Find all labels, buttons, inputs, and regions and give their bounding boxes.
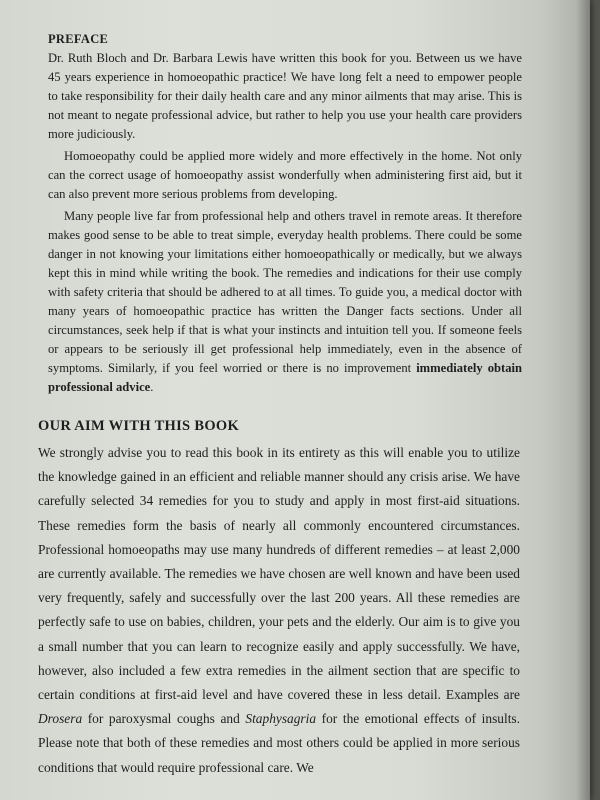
preface-paragraph-2 bbox=[48, 147, 522, 204]
preface-heading: PREFACE bbox=[48, 32, 109, 46]
aim-heading: OUR AIM WITH THIS BOOK bbox=[38, 418, 240, 434]
aim-italic-staphysagria: Staphysagria bbox=[245, 711, 317, 727]
preface-p3-emphasis: immediately obtain professional advice bbox=[48, 361, 522, 394]
aim-text-3: for the emotional effects of insults. Please note that both of these remedies and most others could be applied in more serious conditions that would require professional care. We bbox=[38, 711, 520, 775]
preface-p1-text: Dr. Ruth Bloch and Dr. Barbara Lewis have written this book for you. Between us we have 45 years experience in homoeopathic practice! We have long felt a need to empower people to take responsibility for their daily health care and any minor ailments that may arise. This is not meant to negate professional advice, but rather to help you use your health care providers more judiciously. bbox=[48, 51, 522, 141]
preface-p2-text: Homoeopathy could be applied more widely and more effectively in the home. Not only can the correct usage of homoeopathy assist wonderfully when administering first aid, but it can also prevent more serious problems from developing. bbox=[48, 149, 522, 201]
aim-italic-drosera: Drosera bbox=[38, 711, 83, 727]
aim-section bbox=[38, 418, 520, 780]
preface-p3-text: Many people live far from professional help and others travel in remote areas. It therefore makes good sense to be able to treat simple, everyday health problems. There could be some danger in not knowing your limitations either homoeopathically or medically, but we always kept this in mind while writing the book. The remedies and indications for their use comply with safety criteria that should be adhered to at all times. To guide you, a medical doctor with many years of homoeopathic practice has written the Danger facts sections. Under all circumstances, seek help if that is what your instincts and intuition tell you. If someone feels or appears to be seriously ill get professional help immediately, even in the absence of symptoms. Similarly, if you feel worried or there is no improvement bbox=[48, 209, 522, 375]
page-edge-shadow bbox=[576, 0, 590, 800]
aim-text-1: We strongly advise you to read this book in its entirety as this will enable you to utilize the knowledge gained in an efficient and reliable manner should any crisis arise. We have carefully selected 34 remedies for you to study and apply in most first-aid situations. These remedies form the basis of nearly all commonly encountered circumstances. Professional homoeopaths may use many hundreds of different remedies – at least 2,000 are currently available. The remedies we have chosen are well known and have been used very frequently, safely and successfully over the last 200 years. All these remedies are perfectly safe to use on babies, children, your pets and the elderly. Our aim is to give you a small number that you can learn to recognize easily and apply successfully. We have, however, also included a few extra remedies in the ailment section that are specific to certain conditions at first-aid level and have covered these in less detail. Examples are bbox=[38, 445, 520, 703]
preface-paragraph-1 bbox=[48, 49, 522, 144]
aim-text-2: for paroxysmal coughs and bbox=[82, 711, 246, 727]
preface-paragraph-3 bbox=[48, 207, 522, 397]
preface-p3-end: . bbox=[150, 380, 154, 394]
preface-section bbox=[48, 32, 522, 397]
aim-paragraph bbox=[38, 441, 520, 780]
